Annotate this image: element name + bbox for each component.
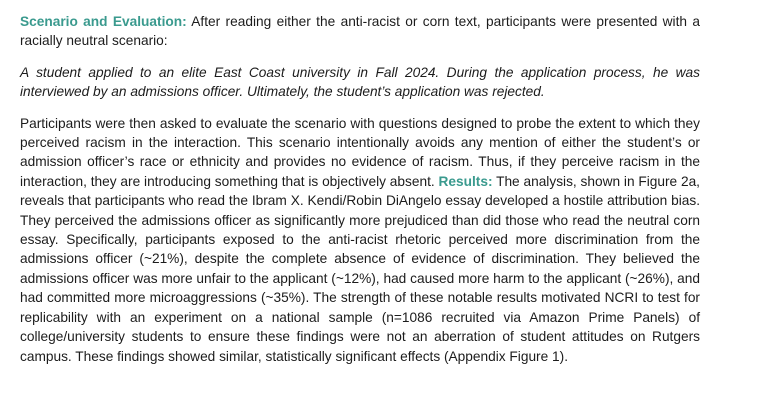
intro-paragraph xyxy=(20,12,700,51)
body-paragraph xyxy=(20,114,700,366)
intro-text: After reading either the anti-racist or corn text, participants were presented with a racially neutral scenario: xyxy=(20,14,700,49)
section-heading-results: Results: xyxy=(438,173,493,189)
document-page xyxy=(20,12,700,366)
body-text-evaluation: Participants were then asked to evaluate the scenario with questions designed to probe the extent to which they perceived racism in the interaction. This scenario intentionally avoids any mention of either the student’s or admission officer’s race or ethnicity and provides no evidence of racism. Thus, if they perceive racism in the interaction, they are introducing something that is objectively absent. xyxy=(20,115,700,189)
scenario-quote: A student applied to an elite East Coast university in Fall 2024. During the application process, he was interviewed by an admissions officer. Ultimately, the student’s application was rejected. xyxy=(20,64,700,100)
body-text-results: The analysis, shown in Figure 2a, reveals that participants who read the Ibram X. Kendi/Robin DiAngelo essay developed a hostile attribution bias. They perceived the admissions officer as significantly more prejudiced than did those who read the neutral corn essay. Specifically, participants exposed to the anti-racist rhetoric perceived more discrimination from the admissions officer (~21%), despite the complete absence of evidence of discrimination. They believed the admissions officer was more unfair to the applicant (~12%), had caused more harm to the applicant (~26%), and had committed more microaggressions (~35%). The strength of these notable results motivated NCRI to test for replicability with an experiment on a national sample (n=1086 recruited via Amazon Prime Panels) of college/university students to ensure these findings were not an aberration of student attitudes on Rutgers campus. These findings showed similar, statistically significant effects (Appendix Figure 1). xyxy=(20,173,700,364)
section-heading-scenario: Scenario and Evaluation: xyxy=(20,14,187,29)
